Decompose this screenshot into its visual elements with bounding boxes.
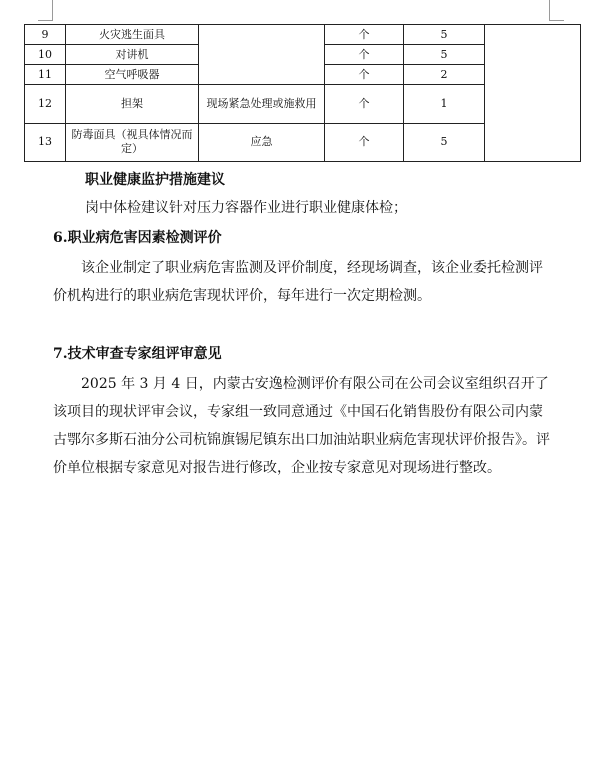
item-name: 火灾逃生面具 xyxy=(66,25,199,45)
row-number: 9 xyxy=(25,25,66,45)
item-usage: 应急 xyxy=(199,123,325,161)
item-usage: 现场紧急处理或施救用 xyxy=(199,85,325,123)
section-6-paragraph: 该企业制定了职业病危害监测及评价制度，经现场调查，该企业委托检测评价机构进行的职业病危害现状评价，每年进行一次定期检测。 xyxy=(53,260,543,304)
table-row xyxy=(25,25,581,45)
item-unit: 个 xyxy=(325,85,404,123)
section-6-heading: 6.职业病危害因素检测评价 xyxy=(53,230,222,246)
item-quantity: 5 xyxy=(404,25,485,45)
item-name: 担架 xyxy=(66,85,199,123)
section-7-paragraph: 2025 年 3 月 4 日，内蒙古安逸检测评价有限公司在公司会议室组织召开了该项目的现状评审会议，专家组一致同意通过《中国石化销售股份有限公司内蒙古鄂尔多斯石油分公司杭锦旗锡尼镇东出口加油站职业病危害现状评价报告》。评价单位根据专家意见对报告进行修改，企业按专家意见对现场进行整改。 xyxy=(53,376,550,476)
page-corner-mark-right xyxy=(549,0,564,21)
health-monitoring-heading: 职业健康监护措施建议 xyxy=(85,172,225,188)
item-quantity: 5 xyxy=(404,123,485,161)
item-quantity: 5 xyxy=(404,45,485,65)
usage-cell-empty xyxy=(199,25,325,85)
health-monitoring-paragraph: 岗中体检建议针对压力容器作业进行职业健康体检； xyxy=(85,200,407,216)
section-7-heading: 7.技术审查专家组评审意见 xyxy=(53,346,222,362)
item-name: 防毒面具（视具体情况而定） xyxy=(66,123,199,161)
row-number: 12 xyxy=(25,85,66,123)
item-quantity: 2 xyxy=(404,65,485,85)
item-unit: 个 xyxy=(325,45,404,65)
row-number: 11 xyxy=(25,65,66,85)
item-quantity: 1 xyxy=(404,85,485,123)
page-corner-mark-left xyxy=(38,0,53,21)
row-number: 10 xyxy=(25,45,66,65)
remarks-cell xyxy=(485,25,581,162)
item-name: 对讲机 xyxy=(66,45,199,65)
item-unit: 个 xyxy=(325,123,404,161)
item-unit: 个 xyxy=(325,65,404,85)
row-number: 13 xyxy=(25,123,66,161)
item-unit: 个 xyxy=(325,25,404,45)
item-name: 空气呼吸器 xyxy=(66,65,199,85)
equipment-table xyxy=(24,24,581,162)
